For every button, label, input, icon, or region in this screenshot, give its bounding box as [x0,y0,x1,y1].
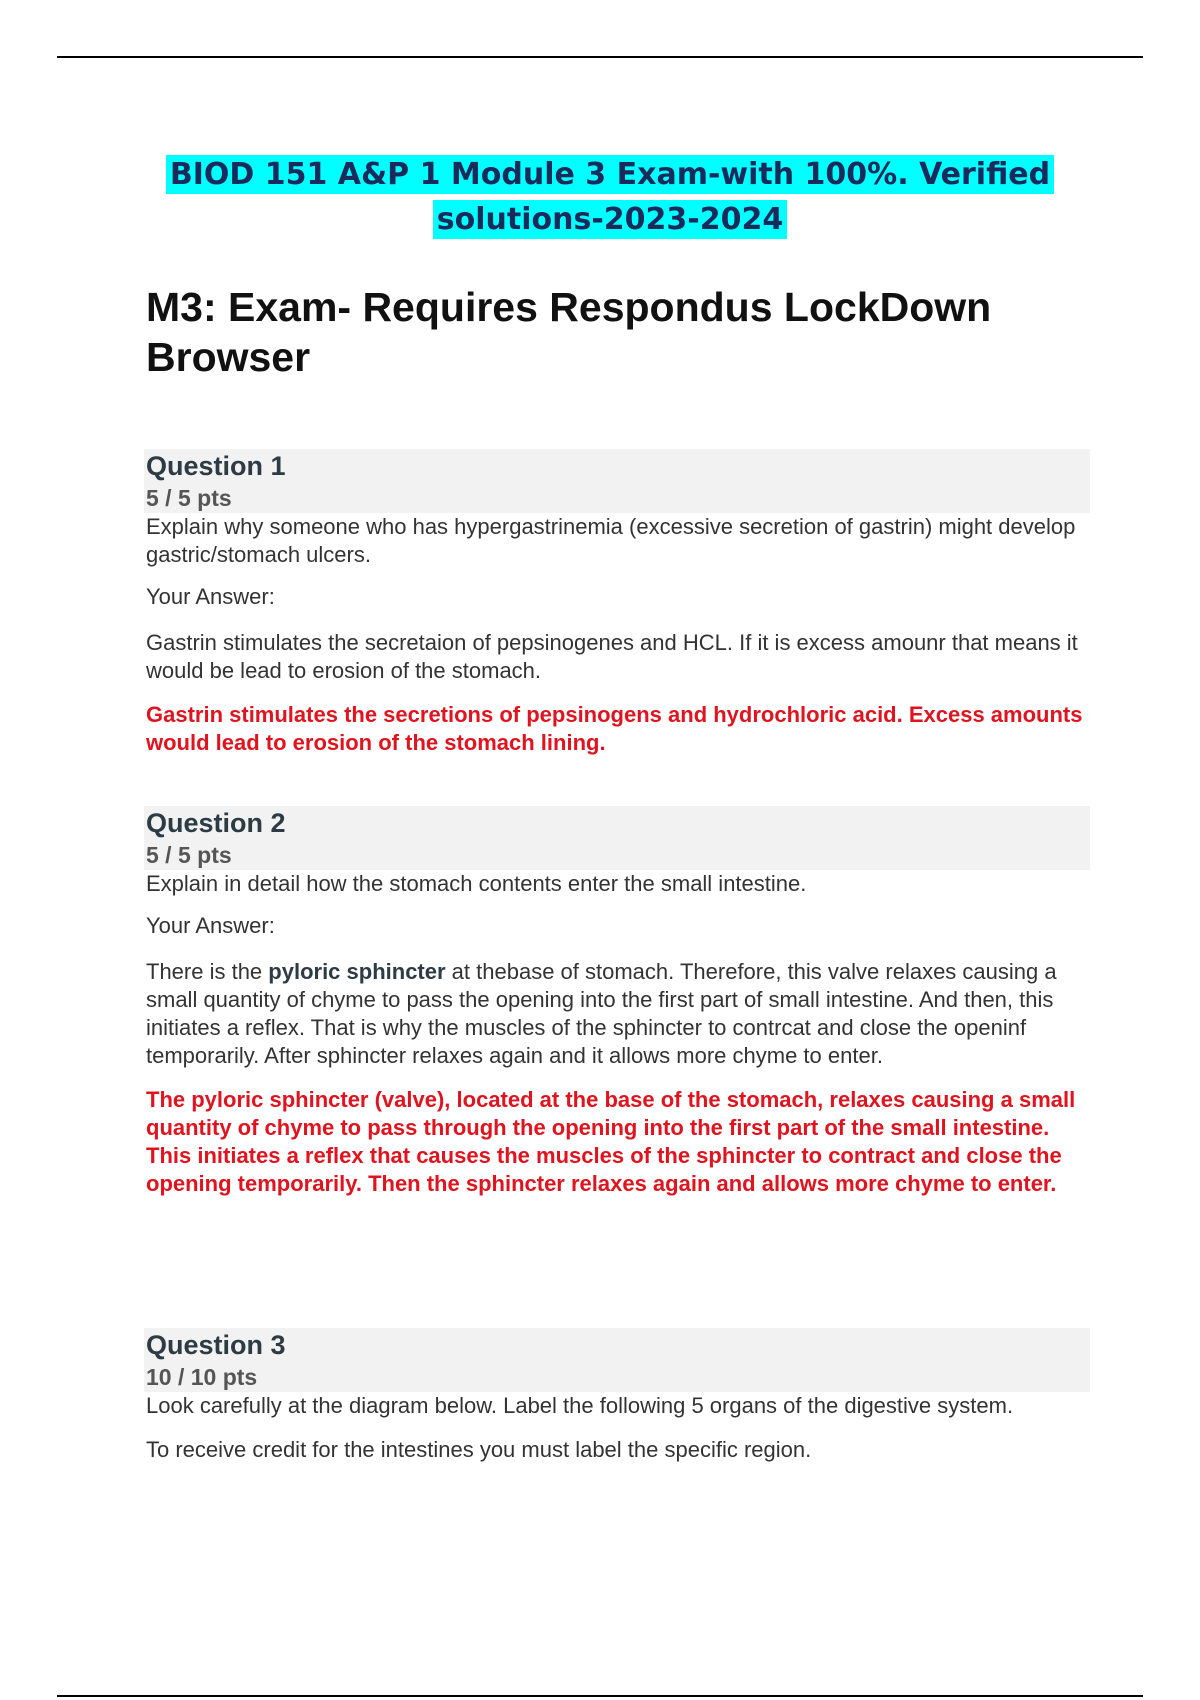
question-3 [146,1328,1090,1464]
question-text: Explain why someone who has hypergastrinemia (excessive secretion of gastrin) might develop gastric/stomach ulcers. [146,514,1076,567]
question-note: To receive credit for the intestines you must label the specific region. [146,1437,812,1462]
question-title: Question 3 [146,1330,286,1360]
question-text: Explain in detail how the stomach contents enter the small intestine. [146,871,807,896]
top-rule [57,56,1143,58]
question-header [144,449,1090,513]
correct-answer-paragraph-1: The pyloric sphincter (valve), located at the base of the stomach, relaxes causing a small quantity of chyme to pass through the opening into the first part of the small intestine. [146,1087,1076,1140]
question-title: Question 1 [146,451,286,481]
correct-answer [146,1086,1090,1198]
question-points: 5 / 5 pts [146,485,232,511]
document-title-line-2: solutions-2023-2024 [433,200,787,239]
question-2 [146,806,1090,1198]
question-text: Look carefully at the diagram below. Label the following 5 organs of the digestive system. [146,1393,1014,1418]
student-answer-bold-term: pyloric sphincter [268,959,446,984]
your-answer-label: Your Answer: [146,913,275,938]
question-points: 5 / 5 pts [146,842,232,868]
document-title-line-1: BIOD 151 A&P 1 Module 3 Exam-with 100%. Verified [166,155,1054,194]
question-points: 10 / 10 pts [146,1364,258,1390]
question-header [144,1328,1090,1392]
question-1 [146,449,1090,757]
student-answer: Gastrin stimulates the secretaion of pepsinogenes and HCL. If it is excess amounr that means it would be lead to erosion of the stomach. [146,630,1078,683]
exam-heading: M3: Exam- Requires Respondus LockDown Browser [146,284,992,380]
your-answer-label: Your Answer: [146,584,275,609]
student-answer-rest: at thebase of stomach. Therefore, this valve relaxes causing a small quantity of chyme to pass the opening into the first part of small intestine. And then, this initiates a reflex. That is why the muscles of the sphincter to contrcat and close the openinf temporarily. After sphincter relaxes again and it allows more chyme to enter. [146,959,1057,1068]
bottom-rule [57,1695,1143,1697]
correct-answer-paragraph-2: This initiates a reflex that causes the muscles of the sphincter to contract and close the opening temporarily. Then the sphincter relaxes again and allows more chyme to enter. [146,1143,1062,1196]
student-answer [146,958,1090,1070]
student-answer-prefix: There is the [146,959,269,984]
question-header [144,806,1090,870]
question-title: Question 2 [146,808,286,838]
document-title [150,152,1070,242]
correct-answer: Gastrin stimulates the secretions of pepsinogens and hydrochloric acid. Excess amounts would lead to erosion of the stomach lining. [146,702,1083,755]
